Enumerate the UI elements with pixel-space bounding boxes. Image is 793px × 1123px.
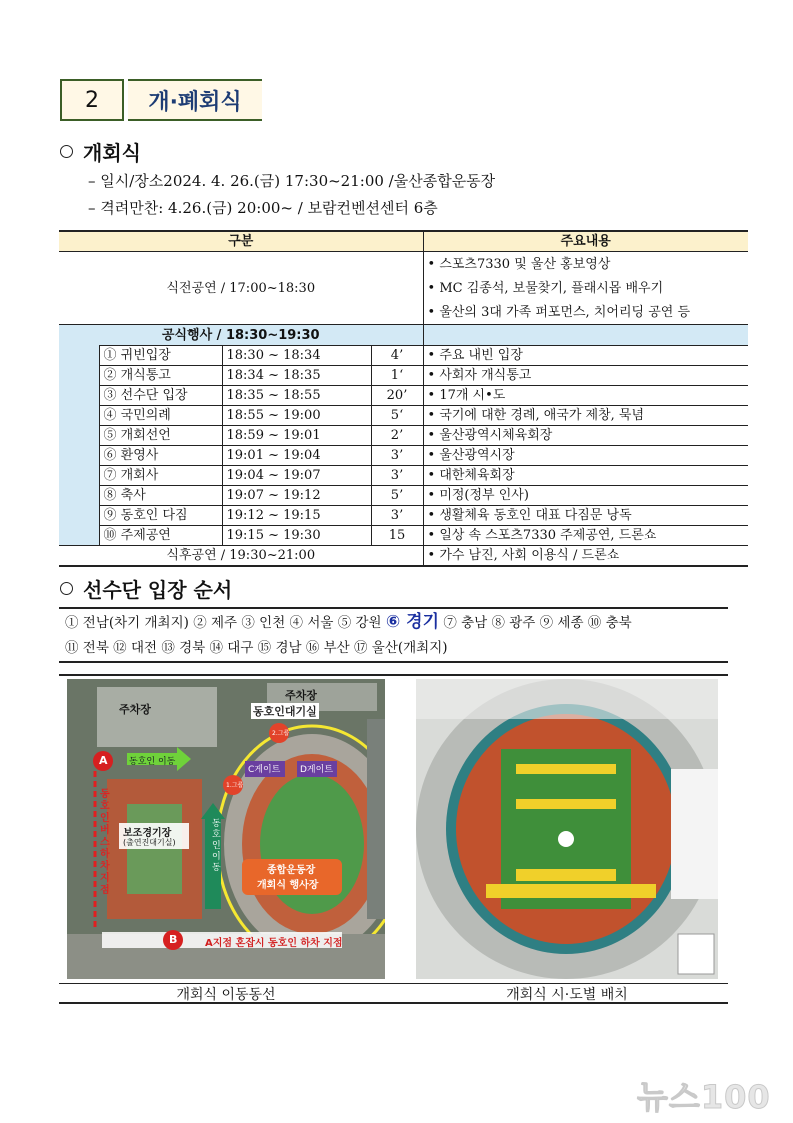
row-duration: 20’ [371,386,423,406]
table-row [59,526,748,546]
watermark: 뉴스100 [637,1078,771,1116]
row-name: ③ 선수단 입장 [99,386,222,406]
row-duration: 15 [371,526,423,546]
opening-line-2: – 격려만찬: 4.26.(금) 20:00~ / 보람컨벤션센터 6층 [88,199,438,217]
table-head-category: 구분 [59,231,423,252]
row-time: 19:15 ~ 19:30 [222,526,371,546]
row-duration: 2’ [371,426,423,446]
official-label: 공식행사 / 18:30~19:30 [59,325,423,346]
row-description: • 대한체육회장 [423,466,748,486]
map-parking-2: 주차장 [285,689,317,702]
table-row [59,486,748,506]
stadium-layout-image [416,679,718,979]
row-time: 18:34 ~ 18:35 [222,366,371,386]
map-group-1: 1.그룹 [226,782,244,789]
post-show-desc: • 가수 남진, 사회 이용식 / 드론쇼 [423,546,748,567]
row-duration: 4’ [371,346,423,366]
table-row [59,406,748,426]
map-move-label: 동호인 이동 [129,757,176,767]
caption-right: 개회식 시·도별 배치 [506,987,628,1003]
row-name: ① 귀빈입장 [99,346,222,366]
row-name: ⑨ 동호인 다짐 [99,506,222,526]
row-time: 19:04 ~ 19:07 [222,466,371,486]
row-name: ⑩ 주제공연 [99,526,222,546]
circle-bullet-icon [60,582,73,595]
section-number: 2 [60,79,124,121]
opening-line-1: – 일시/장소2024. 4. 26.(금) 17:30~21:00 /울산종합운동장 [88,172,496,190]
highlight-gyeonggi: ⑥ 경기 [385,612,440,632]
row-time: 18:30 ~ 18:34 [222,346,371,366]
row-name: ⑤ 개회선언 [99,426,222,446]
row-description: • 생활체육 동호인 대표 다짐문 낭독 [423,506,748,526]
table-row [59,346,748,366]
row-description: • 울산광역시체육회장 [423,426,748,446]
map-main-field: 종합운동장 [267,865,316,876]
aerial-map-image [67,679,385,979]
pre-show-item: • 울산의 3대 가족 퍼포먼스, 치어리딩 공연 등 [423,300,748,325]
row-time: 19:12 ~ 19:15 [222,506,371,526]
map-aux-sub: (출연진대기실) [123,838,176,847]
pre-show-item: • MC 김종석, 보물찾기, 플래시몹 배우기 [423,276,748,300]
table-row [59,446,748,466]
map-point-a: A [99,754,108,767]
caption-left: 개회식 이동동선 [176,987,276,1003]
row-time: 18:55 ~ 19:00 [222,406,371,426]
official-blank [423,325,748,346]
row-description: • 일상 속 스포츠7330 주제공연, 드론쇼 [423,526,748,546]
schedule-table [59,230,748,567]
map-waiting-room: 동호인대기실 [253,705,317,718]
circle-bullet-icon [60,145,73,158]
map-main-sub: 개회식 행사장 [257,880,319,891]
row-duration: 5‘ [371,406,423,426]
row-name: ④ 국민의례 [99,406,222,426]
map-move-label-vertical: 동호인이동 [212,819,221,873]
map-bus-label: 동호인버스하차지점 [100,789,110,896]
row-description: • 주요 내빈 입장 [423,346,748,366]
table-head-content: 주요내용 [423,231,748,252]
map-group-2: 2.그룹 [272,730,290,737]
row-time: 18:59 ~ 19:01 [222,426,371,446]
figure-top-rule [59,674,728,676]
row-description: • 사회자 개식통고 [423,366,748,386]
row-name: ⑦ 개회사 [99,466,222,486]
pre-show-label: 식전공연 / 17:00~18:30 [59,252,423,325]
row-name: ⑧ 축사 [99,486,222,506]
post-show-label: 식후공연 / 19:30~21:00 [59,546,423,567]
row-description: • 울산광역시장 [423,446,748,466]
entry-order-line-2: ⑪ 전북 ⑫ 대전 ⑬ 경북 ⑭ 대구 ⑮ 경남 ⑯ 부산 ⑰ 울산(개최지) [65,640,448,656]
row-description: • 미정(정부 인사) [423,486,748,506]
official-side-cell [59,346,99,546]
row-duration: 3’ [371,506,423,526]
entry-order-line-1: ① 전남(차기 개최지) ② 제주 ③ 인천 ④ 서울 ⑤ 강원 ⑥ 경기 ⑦ 충남 ⑧ 광주 ⑨ 세종 ⑩ 충북 [65,612,632,632]
table-row [59,506,748,526]
row-description: • 17개 시•도 [423,386,748,406]
row-name: ② 개식통고 [99,366,222,386]
row-description: • 국기에 대한 경례, 애국가 제창, 묵념 [423,406,748,426]
row-name: ⑥ 환영사 [99,446,222,466]
table-row [59,386,748,406]
entry-order-heading: 선수단 입장 순서 [60,574,232,603]
entry-order-box [59,607,728,663]
row-time: 18:35 ~ 18:55 [222,386,371,406]
table-row [59,466,748,486]
row-time: 19:01 ~ 19:04 [222,446,371,466]
map-bottom-note: A지점 혼잡시 동호인 하차 지점 [205,938,343,949]
map-point-b: B [169,933,178,946]
table-row [59,366,748,386]
map-parking-1: 주차장 [119,703,151,716]
table-row [59,426,748,446]
row-time: 19:07 ~ 19:12 [222,486,371,506]
opening-heading: 개회식 [60,137,141,166]
pre-show-item: • 스포츠7330 및 울산 홍보영상 [423,252,748,277]
map-aux-field: 보조경기장 [123,828,172,839]
row-duration: 1‘ [371,366,423,386]
section-title: 개·폐회식 [128,79,262,121]
map-gate-d: D게이트 [300,765,334,775]
row-duration: 3’ [371,466,423,486]
map-gate-c: C게이트 [248,765,281,775]
row-duration: 5’ [371,486,423,506]
row-duration: 3’ [371,446,423,466]
